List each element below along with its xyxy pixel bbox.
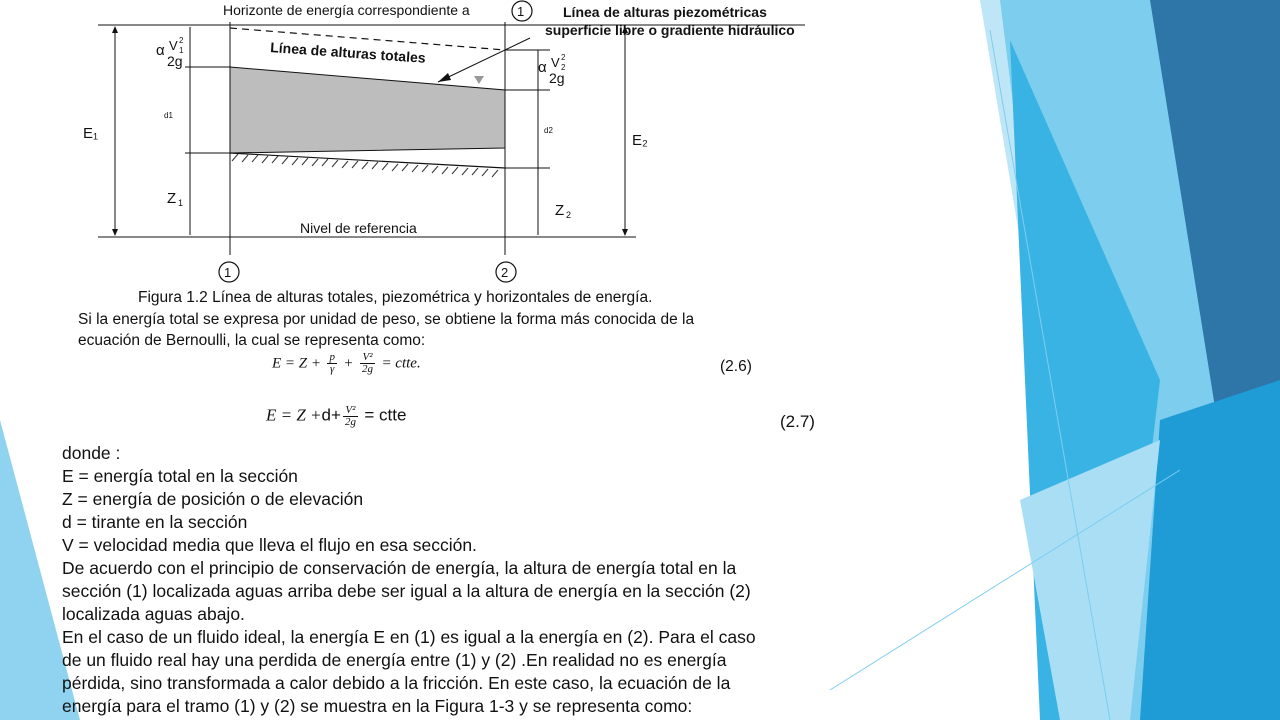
z1-subscript: 1 [178, 198, 184, 208]
deco-deep-blue [1140, 380, 1280, 720]
v1-symbol: V [169, 38, 178, 53]
d2-label: d2 [544, 126, 553, 135]
body-line-4: d = tirante en la sección [62, 512, 248, 532]
circle-1-label: 1 [224, 265, 232, 280]
body-line-10: de un fluido real hay una perdida de energía entre (1) y (2) .En realidad no es energía [62, 650, 727, 670]
eq1-v-numerator: V² [360, 352, 375, 364]
body-line-5: V = velocidad media que lleva el flujo en esa sección. [62, 535, 477, 555]
eq2-v-numerator: V² [343, 405, 358, 417]
eq1-lhs: E = Z + [272, 355, 321, 372]
e2-label: E₂ [632, 132, 648, 149]
v1-subscript: 1 [179, 46, 184, 55]
intro-line-1: Si la energía total se expresa por unidad de peso, se obtiene la forma más conocida de la [78, 311, 695, 328]
eq2-lhs: E = Z + [266, 405, 322, 425]
circle-top-label: 1 [517, 4, 525, 19]
energy-horizon-label: Horizonte de energía correspondiente a [223, 2, 470, 18]
v2-subscript: 2 [561, 63, 566, 72]
z2-label: Z [555, 202, 565, 219]
eq1-rhs: = ctte. [381, 355, 421, 372]
e1-label: E₁ [83, 125, 99, 142]
z2-subscript: 2 [566, 210, 572, 220]
piezometric-pointer-head [438, 73, 451, 82]
eq2-d: d+ [321, 405, 341, 425]
alpha-1: α [156, 42, 165, 59]
eq2-v-denominator: 2g [344, 416, 356, 428]
equation-2-7 [266, 405, 406, 428]
two-g-1: 2g [167, 53, 183, 69]
water-surface-marker [474, 76, 484, 84]
e2-arrow-bottom [622, 229, 628, 236]
body-line-6: De acuerdo con el principio de conservación de energía, la altura de energía total en la [62, 558, 737, 578]
body-line-12: energía para el tramo (1) y (2) se muestra en la Figura 1-3 y se representa como: [62, 696, 693, 716]
d1-label: d1 [164, 111, 173, 120]
eq2-velocity-fraction [343, 405, 358, 428]
eq1-pressure-fraction [327, 352, 337, 375]
body-line-7: sección (1) localizada aguas arriba debe ser igual a la altura de energía en la sección (2) [62, 581, 751, 601]
piezometric-label-line-2: superficie libre o gradiente hidráulico [545, 22, 795, 38]
total-heads-label: Línea de alturas totales [269, 39, 427, 66]
e1-arrow-top [112, 26, 118, 33]
piezometric-pointer [438, 38, 530, 82]
equation-2-7-number: (2.7) [780, 412, 815, 431]
v1-exponent: 2 [179, 36, 184, 45]
eq1-p-denominator: γ [330, 363, 335, 375]
circle-2-label: 2 [501, 265, 509, 280]
eq1-p-numerator: p [329, 351, 335, 363]
v2-exponent: 2 [561, 53, 566, 62]
figure-caption: Figura 1.2 Línea de alturas totales, piezométrica y horizontales de energía. [138, 289, 653, 306]
body-line-11: pérdida, sino transformada a calor debido a la fricción. En este caso, la ecuación de la [62, 673, 731, 693]
eq1-plus: + [343, 355, 354, 372]
eq2-rhs: = ctte [364, 405, 407, 425]
energy-lines-diagram [60, 0, 820, 290]
water-body [230, 67, 505, 153]
eq1-v-denominator: 2g [361, 363, 373, 375]
body-line-3: Z = energía de posición o de elevación [62, 489, 364, 509]
two-g-2: 2g [549, 70, 565, 86]
body-line-8: localizada aguas abajo. [62, 604, 245, 624]
intro-line-2: ecuación de Bernoulli, la cual se representa como: [78, 332, 426, 349]
e1-arrow-bottom [112, 229, 118, 236]
body-line-1: donde : [62, 443, 121, 463]
z1-label: Z [167, 190, 177, 207]
alpha-2: α [538, 59, 547, 76]
equation-2-6 [272, 352, 421, 375]
equation-2-6-number: (2.6) [720, 358, 752, 375]
piezometric-label-line-1: Línea de alturas piezométricas [563, 4, 767, 20]
v2-symbol: V [551, 55, 560, 70]
body-line-2: E = energía total en la sección [62, 466, 298, 486]
body-line-9: En el caso de un fluido ideal, la energía E en (1) es igual a la energía en (2). Para el caso [62, 627, 756, 647]
reference-level-label: Nivel de referencia [300, 220, 417, 236]
eq1-velocity-fraction [360, 352, 375, 375]
channel-bed [230, 153, 505, 168]
